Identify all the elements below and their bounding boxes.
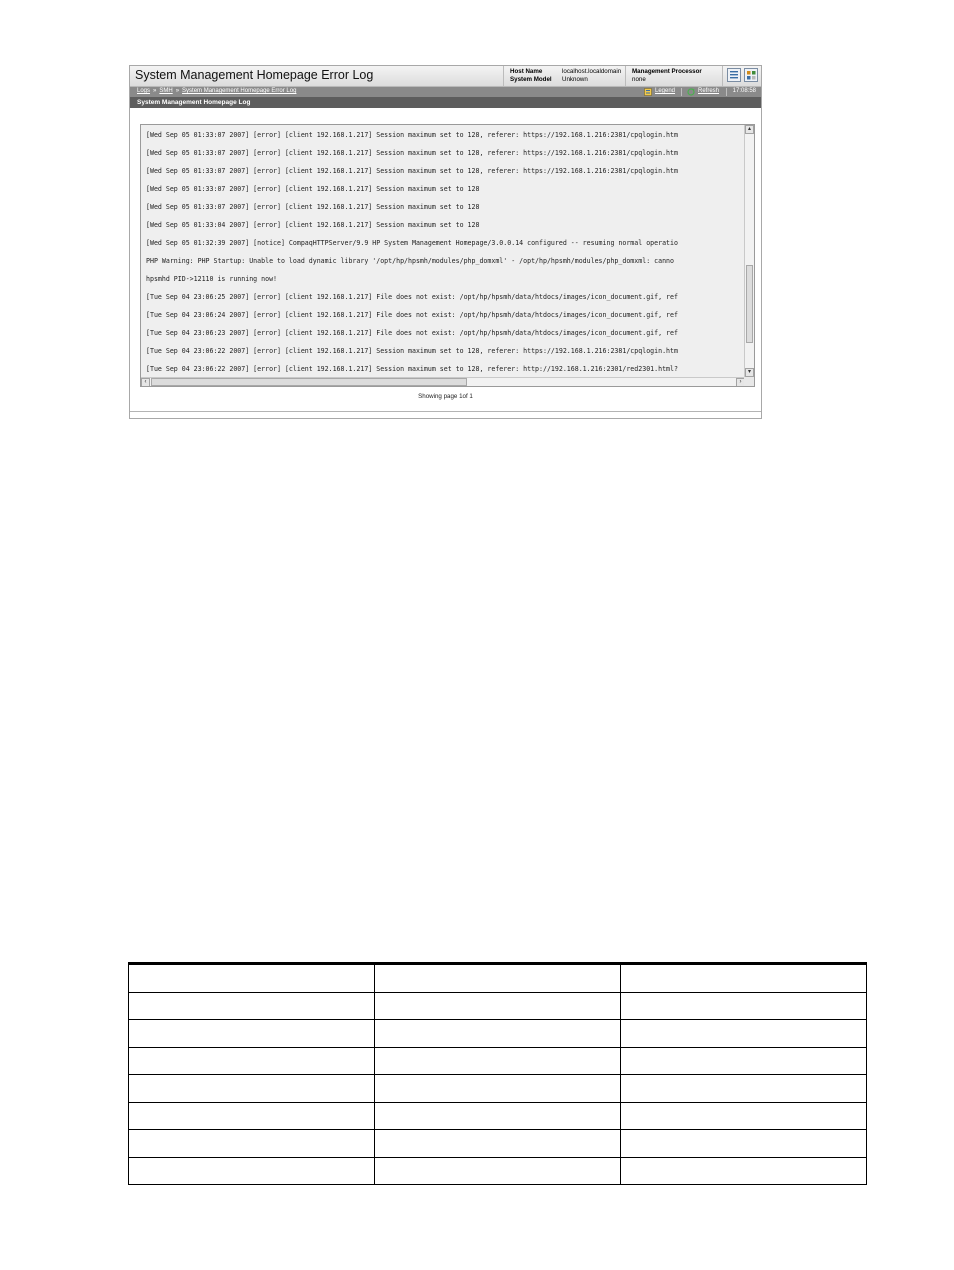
breadcrumb-smh[interactable]: SMH (159, 88, 173, 94)
log-line: [Wed Sep 05 01:32:39 2007] [notice] CompaqHTTPServer/9.9 HP System Management Homepage/3.0.0.14 configured -- resuming normal operatio (146, 239, 678, 247)
log-content (141, 125, 745, 377)
table-cell (621, 992, 867, 1020)
section-title: System Management Homepage Log (137, 99, 251, 106)
log-line: [Tue Sep 04 23:06:23 2007] [error] [client 192.168.1.217] File does not exist: /opt/hp/hpsmh/data/htdocs/images/icon_document.gif, ref (146, 329, 678, 337)
log-line: [Tue Sep 04 23:06:22 2007] [error] [client 192.168.1.217] Session maximum set to 128, referer: https://192.168.1.216:2381/cpqlogin.htm (146, 347, 678, 355)
grid-view-button[interactable] (744, 68, 758, 82)
table-cell (129, 1020, 375, 1048)
clock-time: 17:08:58 (732, 88, 756, 94)
table-cell (621, 964, 867, 993)
refresh-link[interactable]: Refresh (698, 88, 720, 94)
table-row (129, 1075, 867, 1103)
scrollbar-corner (744, 377, 754, 386)
log-line: [Wed Sep 05 01:33:07 2007] [error] [client 192.168.1.217] Session maximum set to 128, referer: https://192.168.1.216:2381/cpqlogin.htm (146, 131, 678, 139)
header-divider (503, 66, 504, 86)
table-row (129, 1157, 867, 1185)
table-cell (129, 1157, 375, 1185)
table-cell (621, 1075, 867, 1103)
list-view-button[interactable] (727, 68, 741, 82)
mgmt-processor-value: none (632, 76, 646, 83)
toolbar-divider (681, 88, 682, 96)
table-row (129, 1020, 867, 1048)
navigation-bar (130, 87, 761, 97)
table-cell (129, 992, 375, 1020)
host-name-value: localhost.localdomain (562, 68, 622, 75)
breadcrumb-logs[interactable]: Logs (137, 88, 151, 94)
table-cell (375, 1020, 621, 1048)
table-row (129, 992, 867, 1020)
horizontal-scrollbar[interactable] (141, 377, 745, 386)
grid-view-icon (745, 69, 757, 81)
system-model-label: System Model (510, 76, 552, 83)
table-cell (375, 1130, 621, 1158)
scroll-down-button[interactable]: ▾ (745, 368, 754, 377)
table-cell (375, 992, 621, 1020)
scroll-right-button[interactable]: › (736, 378, 745, 387)
table-cell (621, 1157, 867, 1185)
log-line: [Tue Sep 04 23:06:22 2007] [error] [client 192.168.1.217] Session maximum set to 128, referer: http://192.168.1.216:2301/red2301.html? (146, 365, 678, 373)
legend-link[interactable]: Legend (655, 88, 676, 94)
log-line: [Tue Sep 04 23:06:25 2007] [error] [client 192.168.1.217] File does not exist: /opt/hp/hpsmh/data/htdocs/images/icon_document.gif, ref (146, 293, 678, 301)
breadcrumb (137, 88, 296, 94)
log-line: hpsmhd PID->12110 is running now! (146, 275, 278, 283)
horizontal-scroll-thumb[interactable] (151, 378, 467, 386)
table-cell (621, 1047, 867, 1075)
log-line: [Wed Sep 05 01:33:07 2007] [error] [client 192.168.1.217] Session maximum set to 128, referer: https://192.168.1.216:2381/cpqlogin.htm (146, 167, 678, 175)
log-line: [Wed Sep 05 01:33:07 2007] [error] [client 192.168.1.217] Session maximum set to 128, referer: https://192.168.1.216:2381/cpqlogin.htm (146, 149, 678, 157)
scroll-up-button[interactable]: ▴ (745, 125, 754, 134)
header-divider (625, 66, 626, 86)
table-cell (621, 1130, 867, 1158)
table-cell (129, 1102, 375, 1130)
table-cell (621, 1020, 867, 1048)
app-title: System Management Homepage Error Log (135, 68, 374, 82)
table-row (129, 1130, 867, 1158)
table-row (129, 1047, 867, 1075)
log-line: [Wed Sep 05 01:33:04 2007] [error] [client 192.168.1.217] Session maximum set to 128 (146, 221, 480, 229)
log-line: PHP Warning: PHP Startup: Unable to load dynamic library '/opt/hp/hpsmh/modules/php_domxml' - /opt/hp/hpsmh/modules/php_domxml: canno (146, 257, 674, 265)
table-cell (621, 1102, 867, 1130)
error-log-screenshot (129, 65, 762, 419)
legend-icon[interactable] (644, 88, 652, 96)
breadcrumb-separator: » (153, 88, 157, 94)
table-cell (375, 1157, 621, 1185)
toolbar-divider (726, 88, 727, 96)
title-bar (130, 66, 761, 87)
bottom-divider (130, 411, 761, 412)
log-line: [Wed Sep 05 01:33:07 2007] [error] [client 192.168.1.217] Session maximum set to 128 (146, 185, 480, 193)
table-cell (375, 1102, 621, 1130)
empty-table (128, 962, 867, 1185)
host-name-label: Host Name (510, 68, 543, 75)
table-row (129, 964, 867, 993)
vertical-scroll-thumb[interactable] (746, 265, 753, 343)
table-row (129, 1102, 867, 1130)
vertical-scrollbar[interactable] (744, 125, 754, 377)
table-cell (129, 1075, 375, 1103)
refresh-icon[interactable] (687, 88, 695, 96)
breadcrumb-error-log[interactable]: System Management Homepage Error Log (182, 88, 297, 94)
pagination-info: Showing page 1of 1 (418, 393, 473, 400)
table-cell (129, 1130, 375, 1158)
table-cell (375, 1047, 621, 1075)
log-line: [Wed Sep 05 01:33:07 2007] [error] [client 192.168.1.217] Session maximum set to 128 (146, 203, 480, 211)
table-cell (375, 1075, 621, 1103)
scroll-left-button[interactable]: ‹ (141, 378, 150, 387)
table-cell (129, 1047, 375, 1075)
table-cell (129, 964, 375, 993)
system-model-value: Unknown (562, 76, 588, 83)
breadcrumb-separator: » (175, 88, 180, 94)
header-divider (722, 66, 723, 86)
log-viewer[interactable] (140, 124, 755, 387)
mgmt-processor-label: Management Processor (632, 68, 702, 75)
section-header (130, 97, 761, 108)
list-view-icon (728, 69, 740, 81)
table-cell (375, 964, 621, 993)
log-line: [Tue Sep 04 23:06:24 2007] [error] [client 192.168.1.217] File does not exist: /opt/hp/hpsmh/data/htdocs/images/icon_document.gif, ref (146, 311, 678, 319)
